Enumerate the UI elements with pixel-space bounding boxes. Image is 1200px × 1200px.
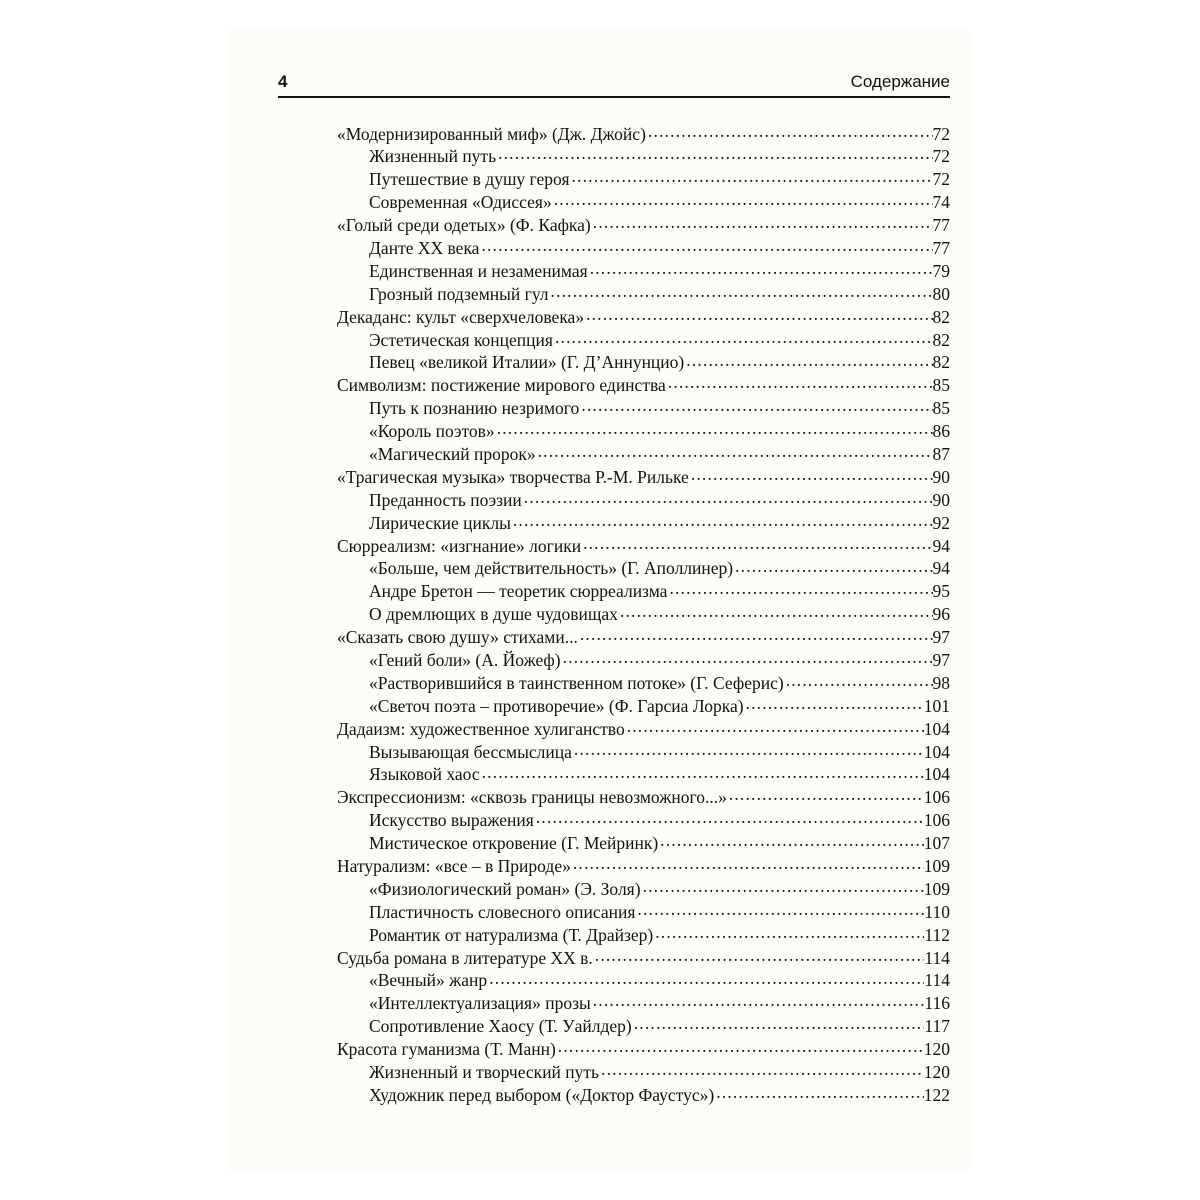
toc-subentry [337,557,950,580]
toc-entry-title: Художник перед выбором («Доктор Фаустус») [369,1084,715,1105]
toc-entry-title: Путь к познанию незримого [369,398,580,419]
toc-page-number: 112 [924,924,950,945]
dot-leader [744,694,924,712]
toc-subentry [337,671,950,694]
toc-entry-title: Пластичность словесного описания [369,901,636,922]
toc-subentry [337,740,950,763]
toc-subentry [337,191,950,214]
toc-page-number: 114 [924,970,950,991]
toc-entry-title: Жизненный и творческий путь [369,1062,600,1083]
toc-subentry [337,603,950,626]
toc-subentry [337,648,950,671]
toc-page-number: 97 [932,627,950,648]
toc-entry-title: Современная «Одиссея» [369,192,552,213]
toc-subentry [337,282,950,305]
toc-entry-title: «Голый среди одетых» (Ф. Кафка) [337,215,591,236]
dot-leader [591,992,925,1010]
toc-entry-title: «Гений боли» (А. Йожеф) [369,649,561,670]
toc-page-number: 80 [932,283,950,304]
dot-leader [646,122,933,140]
toc-page-number: 107 [923,833,950,854]
toc-page-number: 87 [932,443,950,464]
toc-page-number: 96 [932,604,950,625]
dot-leader [653,923,924,941]
dot-leader [727,786,924,804]
toc-subentry [337,442,950,465]
toc-subentry [337,969,950,992]
dot-leader [625,717,924,735]
toc-subentry [337,580,950,603]
toc-page-number: 86 [932,421,950,442]
toc-page-number: 114 [924,947,950,968]
toc-page-number: 94 [932,535,950,556]
toc-page-number: 72 [932,123,950,144]
toc-entry-title: Декаданс: культ «сверхчеловека» [337,306,585,327]
dot-leader [522,488,933,506]
toc-entry-title: Сюрреализм: «изгнание» логики [337,535,582,556]
dot-leader [599,1061,924,1079]
dot-leader [579,397,932,415]
toc-subentry [337,1061,950,1084]
toc-entry [337,717,950,740]
toc-subentry [337,236,950,259]
toc-page-number: 74 [932,192,950,213]
dot-leader [581,534,932,552]
dot-leader [667,580,932,598]
toc-entry-title: «Светоч поэта – противоречие» (Ф. Гарсиа Лорка) [369,695,744,716]
toc-page-number: 109 [923,878,950,899]
dot-leader [733,557,932,575]
dot-leader [487,969,924,987]
toc-entry-title: Путешествие в душу героя [369,169,570,190]
toc-subentry [337,923,950,946]
dot-leader [578,626,933,644]
toc-entry [337,786,950,809]
dot-leader [480,763,924,781]
toc-entry-title: «Физиологический роман» (Э. Золя) [369,878,641,899]
toc-page-number: 82 [932,306,950,327]
dot-leader [556,1038,924,1056]
header-title: Содержание [850,72,950,91]
toc-entry [337,465,950,488]
toc-entry-title: Мистическое откровение (Г. Мейринк) [369,833,659,854]
dot-leader [689,465,933,483]
toc-entry [337,1038,950,1061]
toc-entry-title: Преданность поэзии [369,489,522,510]
dot-leader [658,832,924,850]
toc-page-number: 98 [932,672,950,693]
toc-entry-title: Данте XX века [369,237,480,258]
toc-entry-title: «Магический пророк» [369,443,536,464]
toc-page-number: 101 [923,695,950,716]
toc-page-number: 106 [923,810,950,831]
dot-leader [570,168,933,186]
toc-entry-title: Символизм: постижение мирового единства [337,375,666,396]
toc-entry [337,122,950,145]
toc-subentry [337,1015,950,1038]
toc-entry-title: Эстетическая концепция [369,329,553,350]
toc-page-number: 72 [932,146,950,167]
toc-page-number: 90 [932,466,950,487]
toc-entry-title: Искусство выражения [369,810,534,831]
toc-entry [337,374,950,397]
toc-entry-title: Дадаизм: художественное хулиганство [337,718,625,739]
toc-entry-title: «Король поэтов» [369,421,495,442]
toc-subentry [337,832,950,855]
dot-leader [641,877,924,895]
dot-leader [495,420,933,438]
toc-entry [337,305,950,328]
toc-entry-title: «Больше, чем действительность» (Г. Аполлинер) [369,558,734,579]
toc-page-number: 110 [924,901,950,922]
dot-leader [666,374,933,392]
toc-page-number: 104 [923,718,950,739]
toc-entry-title: «Трагическая музыка» творчества Р.-М. Рильке [337,466,689,487]
toc-subentry [337,511,950,534]
toc-subentry [337,145,950,168]
toc-entry-title: О дремлющих в душе чудовищах [369,604,618,625]
dot-leader [632,1015,925,1033]
toc-page-number: 90 [932,489,950,510]
toc-page-number: 72 [932,169,950,190]
toc-entry [337,214,950,237]
dot-leader [553,328,933,346]
toc-entry-title: Жизненный путь [369,146,497,167]
toc-page-number: 94 [932,558,950,579]
dot-leader [618,603,933,621]
dot-leader [784,671,933,689]
toc-entry-title: Судьба романа в литературе XX в. [337,947,593,968]
toc-entry-title: Андре Бретон — теоретик сюрреализма [369,581,668,602]
toc-subentry [337,900,950,923]
toc-page-number: 85 [932,398,950,419]
toc-page-number: 116 [924,993,950,1014]
dot-leader [635,900,924,918]
toc-entry-title: Лирические циклы [369,512,511,533]
toc-page-number: 106 [923,787,950,808]
dot-leader [496,145,932,163]
toc-page-number: 79 [932,260,950,281]
toc-page-number: 85 [932,375,950,396]
dot-leader [561,648,933,666]
toc-entry-title: Грозный подземный гул [369,283,549,304]
toc-subentry [337,397,950,420]
toc-subentry [337,328,950,351]
dot-leader [593,946,925,964]
book-page [228,30,970,1170]
toc-subentry [337,763,950,786]
dot-leader [714,1083,924,1101]
dot-leader [588,259,933,277]
dot-leader [584,305,932,323]
toc-entry [337,946,950,969]
toc-entry-title: «Вечный» жанр [369,970,488,991]
page-number: 4 [278,72,288,91]
toc-entry-title: «Сказать свою душу» стихами... [337,627,578,648]
dot-leader [552,191,933,209]
dot-leader [571,855,924,873]
toc-entry-title: Вызывающая бессмыслица [369,741,572,762]
dot-leader [591,214,933,232]
toc-subentry [337,420,950,443]
toc-entry-title: Красота гуманизма (Т. Манн) [337,1039,556,1060]
dot-leader [511,511,933,529]
toc-page-number: 92 [932,512,950,533]
toc-subentry [337,488,950,511]
toc-page-number: 97 [932,649,950,670]
toc-page-number: 120 [923,1062,950,1083]
toc-page-number: 77 [932,237,950,258]
toc-page-number: 104 [923,764,950,785]
toc-entry-title: «Модернизированный миф» (Дж. Джойс) [337,123,646,144]
toc-subentry [337,1083,950,1106]
toc-subentry [337,259,950,282]
toc-subentry [337,694,950,717]
toc-subentry [337,351,950,374]
toc-page-number: 82 [932,352,950,373]
dot-leader [549,282,933,300]
toc-entry-title: «Интеллектуализация» прозы [369,993,591,1014]
toc-page-number: 120 [923,1039,950,1060]
toc-entry [337,534,950,557]
running-header [278,70,950,98]
toc-entry-title: Единственная и незаменимая [369,260,588,281]
dot-leader [536,442,933,460]
dot-leader [479,236,932,254]
dot-leader [572,740,924,758]
toc-page-number: 109 [923,856,950,876]
toc-subentry [337,877,950,900]
toc-entry [337,855,950,878]
toc-page-number: 82 [932,329,950,350]
toc-page-number: 95 [932,581,950,602]
toc-page-number: 77 [932,215,950,236]
table-of-contents [337,122,950,1106]
toc-page-number: 117 [924,1016,950,1037]
toc-page-number: 122 [923,1084,950,1105]
toc-subentry [337,992,950,1015]
toc-entry-title: Романтик от натурализма (Т. Драйзер) [369,924,654,945]
toc-entry [337,626,950,649]
dot-leader [684,351,932,369]
toc-entry-title: Натурализм: «все – в Природе» [337,856,571,876]
toc-entry-title: Певец «великой Италии» (Г. Д’Аннунцио) [369,352,685,373]
toc-entry-title: Экспрессионизм: «сквозь границы невозможного...» [337,787,727,808]
toc-subentry [337,809,950,832]
toc-page-number: 104 [923,741,950,762]
dot-leader [534,809,924,827]
toc-entry-title: Сопротивление Хаосу (Т. Уайлдер) [369,1016,632,1037]
toc-entry-title: Языковой хаос [369,764,480,785]
toc-subentry [337,168,950,191]
toc-entry-title: «Растворившийся в таинственном потоке» (Г. Сеферис) [369,672,784,693]
